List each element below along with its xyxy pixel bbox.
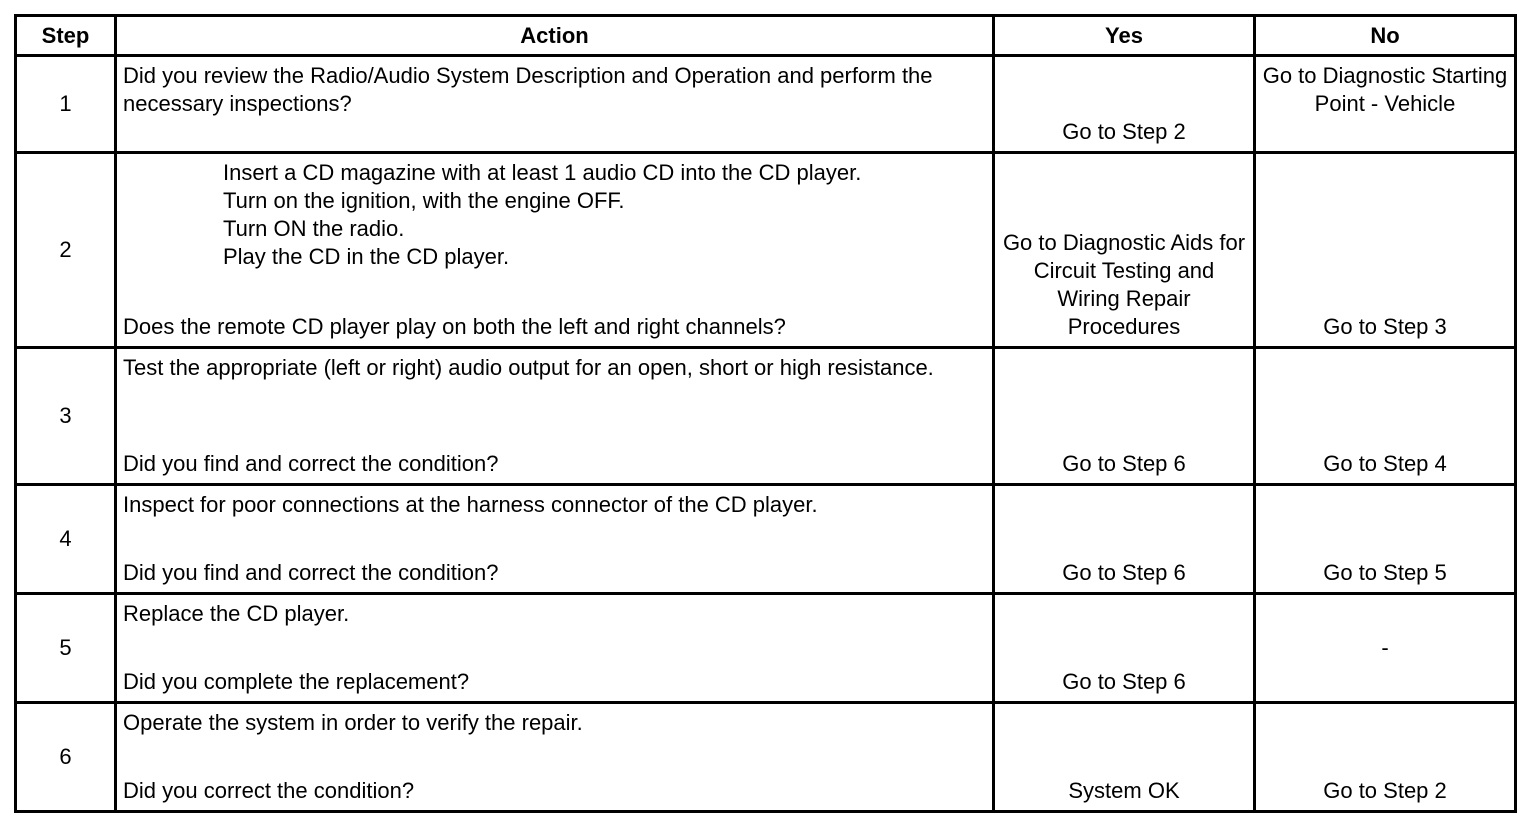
yes-cell: Go to Step 6: [994, 348, 1255, 485]
yes-cell: Go to Step 6: [994, 485, 1255, 594]
header-step: Step: [16, 16, 116, 56]
list-item: Play the CD in the CD player.: [223, 244, 510, 269]
action-text: Test the appropriate (left or right) audio output for an open, short or high resistance.: [123, 355, 934, 380]
action-question: Did you find and correct the condition?: [123, 560, 499, 585]
no-cell: -: [1255, 594, 1516, 703]
action-text: Inspect for poor connections at the harness connector of the CD player.: [123, 492, 818, 517]
action-content: [123, 709, 986, 805]
yes-cell: System OK: [994, 703, 1255, 812]
no-cell: Go to Step 4: [1255, 348, 1516, 485]
table-body: [16, 56, 1516, 812]
action-list: [123, 159, 986, 271]
action-question: Did you correct the condition?: [123, 778, 415, 803]
yes-cell: Go to Step 2: [994, 56, 1255, 153]
action-cell: [116, 485, 994, 594]
step-number: 3: [16, 348, 116, 485]
action-question: Does the remote CD player play on both the left and right channels?: [123, 314, 786, 339]
no-cell: Go to Diagnostic Starting Point - Vehicle: [1255, 56, 1516, 153]
table-row: [16, 348, 1516, 485]
no-cell: Go to Step 5: [1255, 485, 1516, 594]
action-text: Did you review the Radio/Audio System Description and Operation and perform the necessary inspections?: [123, 63, 933, 116]
action-question: Did you find and correct the condition?: [123, 451, 499, 476]
step-number: 5: [16, 594, 116, 703]
action-text: Operate the system in order to verify the repair.: [123, 710, 583, 735]
table-row: [16, 56, 1516, 153]
yes-cell: Go to Step 6: [994, 594, 1255, 703]
list-item: Turn on the ignition, with the engine OFF.: [223, 188, 625, 213]
action-content: [123, 159, 986, 341]
action-cell: [116, 703, 994, 812]
table-header: [16, 16, 1516, 56]
step-number: 6: [16, 703, 116, 812]
table-row: [16, 594, 1516, 703]
action-cell: [116, 594, 994, 703]
action-content: [123, 600, 986, 696]
table-row: [16, 703, 1516, 812]
step-number: 4: [16, 485, 116, 594]
action-cell: [116, 153, 994, 348]
step-number: 2: [16, 153, 116, 348]
table-row: [16, 153, 1516, 348]
header-action: Action: [116, 16, 994, 56]
table-row: [16, 485, 1516, 594]
no-cell: Go to Step 2: [1255, 703, 1516, 812]
action-text: Replace the CD player.: [123, 601, 350, 626]
action-content: [123, 354, 986, 478]
no-cell: Go to Step 3: [1255, 153, 1516, 348]
diagnostic-table: [14, 14, 1517, 813]
action-cell: [116, 56, 994, 153]
step-number: 1: [16, 56, 116, 153]
action-cell: [116, 348, 994, 485]
yes-cell: Go to Diagnostic Aids for Circuit Testing and Wiring Repair Procedures: [994, 153, 1255, 348]
header-no: No: [1255, 16, 1516, 56]
action-question: Did you complete the replacement?: [123, 669, 470, 694]
header-yes: Yes: [994, 16, 1255, 56]
header-row: [16, 16, 1516, 56]
list-item: Turn ON the radio.: [223, 216, 405, 241]
list-item: Insert a CD magazine with at least 1 audio CD into the CD player.: [223, 160, 862, 185]
action-content: [123, 491, 986, 587]
